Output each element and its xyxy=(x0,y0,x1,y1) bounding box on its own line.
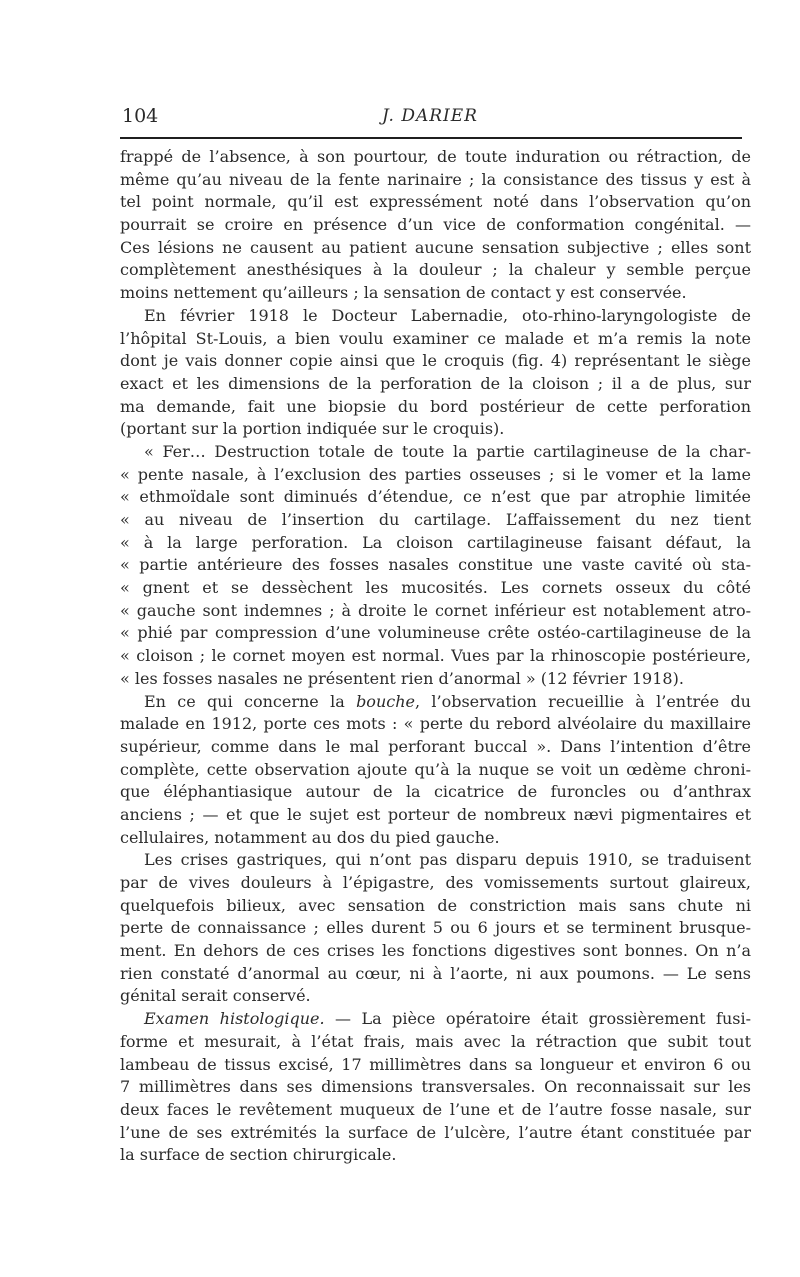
text-line: « les fosses nasales ne présentent rien d’anormal » (12 février 1918). xyxy=(120,668,684,688)
text-line: même qu’au niveau de la fente narinaire ; la consistance des tissus y est à xyxy=(120,169,751,189)
body-text xyxy=(120,146,751,1167)
text-line: génital serait conservé. xyxy=(120,986,311,1006)
running-head: J. DARIER xyxy=(382,106,478,126)
text-line: la surface de section chirurgicale. xyxy=(120,1145,397,1165)
italic-term: bouche xyxy=(356,691,415,711)
text-line: « gnent et se dessèchent les mucosités. Les cornets osseux du côté xyxy=(120,578,751,598)
text-line: 7 millimètres dans ses dimensions transversales. On reconnaissait sur les xyxy=(120,1077,751,1097)
text-line: « cloison ; le cornet moyen est normal. Vues par la rhinoscopie postérieure, xyxy=(120,646,751,666)
text-line: moins nettement qu’ailleurs ; la sensation de contact y est conservée. xyxy=(120,283,687,303)
text-line: En ce qui concerne la bouche, l’observation recueillie à l’entrée du xyxy=(144,691,751,711)
text-line: que éléphantiasique autour de la cicatrice de furoncles ou d’anthrax xyxy=(120,782,751,802)
text-line: rien constaté d’anormal au cœur, ni à l’aorte, ni aux poumons. — Le sens xyxy=(120,963,751,983)
italic-term: Examen histologique. xyxy=(144,1009,325,1029)
text-line: cellulaires, notamment au dos du pied gauche. xyxy=(120,827,500,847)
text-line: dont je vais donner copie ainsi que le croquis (fig. 4) représentant le siège xyxy=(120,351,751,371)
text-line: En février 1918 le Docteur Labernadie, oto-rhino-laryngologiste de xyxy=(144,305,751,325)
text-line: « phié par compression d’une volumineuse crête ostéo-cartilagineuse de la xyxy=(120,623,751,643)
text-line: supérieur, comme dans le mal perforant buccal ». Dans l’intention d’être xyxy=(120,736,751,756)
text-line: exact et les dimensions de la perforation de la cloison ; il a de plus, sur xyxy=(120,373,751,393)
text-line: pourrait se croire en présence d’un vice de conformation congénital. — xyxy=(120,215,751,235)
text-line: « pente nasale, à l’exclusion des parties osseuses ; si le vomer et la lame xyxy=(120,464,751,484)
text-line: Les crises gastriques, qui n’ont pas disparu depuis 1910, se traduisent xyxy=(144,850,751,870)
text-line: deux faces le revêtement muqueux de l’une et de l’autre fosse nasale, sur xyxy=(120,1099,751,1119)
text-line: l’hôpital St-Louis, a bien voulu examiner ce malade et m’a remis la note xyxy=(120,328,751,348)
text-line: quelquefois bilieux, avec sensation de constriction mais sans chute ni xyxy=(120,895,751,915)
text-line: lambeau de tissus excisé, 17 millimètres dans sa longueur et environ 6 ou xyxy=(120,1054,751,1074)
text-line: l’une de ses extrémités la surface de l’ulcère, l’autre étant constituée par xyxy=(120,1122,751,1142)
text-line: ma demande, fait une biopsie du bord postérieur de cette perforation xyxy=(120,396,751,416)
text-line: « partie antérieure des fosses nasales constitue une vaste cavité où sta- xyxy=(120,555,751,575)
text-line: (portant sur la portion indiquée sur le croquis). xyxy=(120,419,505,439)
text-line: Examen histologique. — La pièce opératoire était grossièrement fusi- xyxy=(144,1009,751,1029)
text-line: « au niveau de l’insertion du cartilage. L’affaissement du nez tient xyxy=(120,510,751,529)
header-rule xyxy=(120,137,742,139)
text-line: « gauche sont indemnes ; à droite le cornet inférieur est notablement atro- xyxy=(120,600,751,620)
text-line: par de vives douleurs à l’épigastre, des vomissements surtout glaireux, xyxy=(120,873,751,892)
text-line: malade en 1912, porte ces mots : « perte du rebord alvéolaire du maxillaire xyxy=(120,714,751,734)
text-line: « ethmoïdale sont diminués d’étendue, ce n’est que par atrophie limitée xyxy=(120,487,751,507)
text-line: complètement anesthésiques à la douleur ; la chaleur y semble perçue xyxy=(120,260,751,280)
text-line: « Fer… Destruction totale de toute la partie cartilagineuse de la char- xyxy=(144,441,751,461)
text-line: complète, cette observation ajoute qu’à la nuque se voit un œdème chroni- xyxy=(120,759,751,779)
text-line: perte de connaissance ; elles durent 5 ou 6 jours et se terminent brusque- xyxy=(120,918,751,938)
text-line: ment. En dehors de ces crises les fonctions digestives sont bonnes. On n’a xyxy=(120,941,751,961)
text-line: tel point normale, qu’il est expressément noté dans l’observation qu’on xyxy=(120,192,751,212)
page-header xyxy=(118,102,742,130)
text-line: forme et mesurait, à l’état frais, mais avec la rétraction que subit tout xyxy=(120,1031,751,1051)
page-number: 104 xyxy=(122,105,159,127)
text-line: « à la large perforation. La cloison cartilagineuse faisant défaut, la xyxy=(120,532,751,552)
text-line: frappé de l’absence, à son pourtour, de toute induration ou rétraction, de xyxy=(120,147,751,166)
text-line: Ces lésions ne causent au patient aucune sensation subjective ; elles sont xyxy=(120,237,751,257)
text-line: anciens ; — et que le sujet est porteur de nombreux nævi pigmentaires et xyxy=(120,804,751,824)
